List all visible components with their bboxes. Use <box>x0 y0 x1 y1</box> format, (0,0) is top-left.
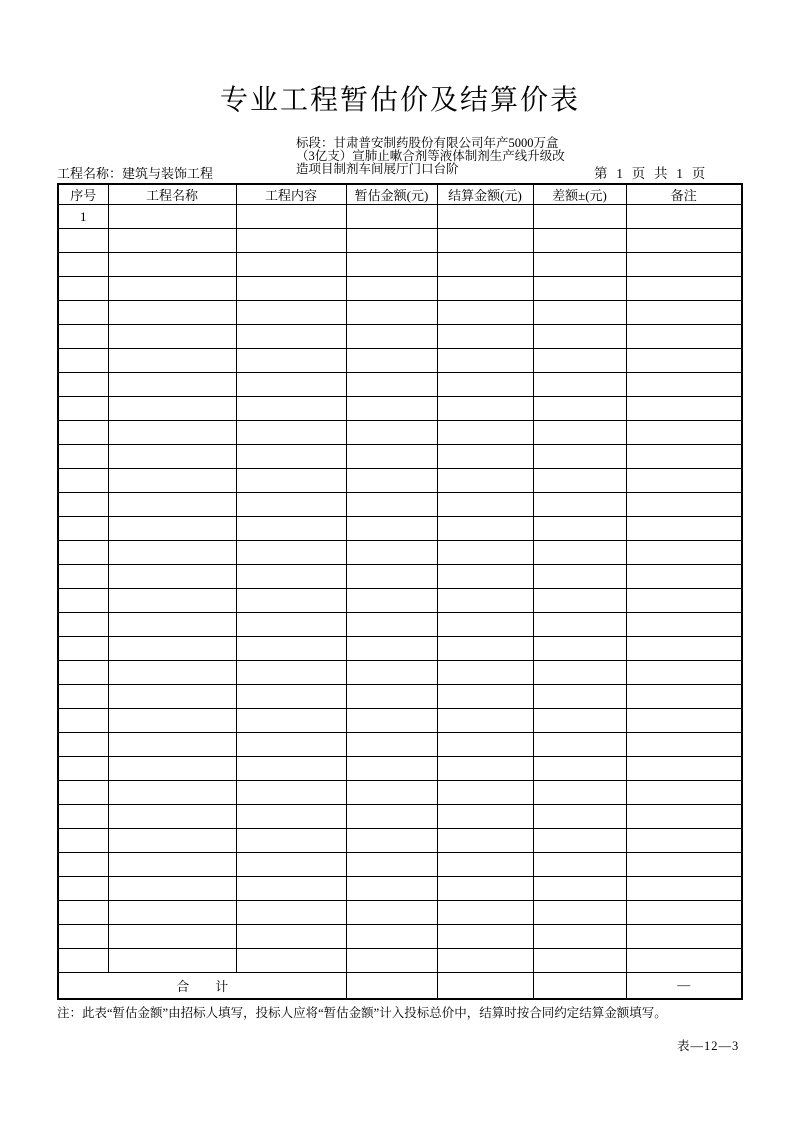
empty-cell <box>236 373 346 397</box>
table-row <box>58 757 742 781</box>
empty-cell <box>346 805 437 829</box>
table-row <box>58 565 742 589</box>
empty-cell <box>236 541 346 565</box>
empty-cell <box>108 925 236 949</box>
empty-cell <box>346 637 437 661</box>
empty-cell <box>533 349 626 373</box>
empty-cell <box>626 277 742 301</box>
empty-cell <box>626 781 742 805</box>
seq-cell <box>58 829 108 853</box>
seq-cell <box>58 541 108 565</box>
empty-cell <box>108 373 236 397</box>
empty-cell <box>533 421 626 445</box>
column-header: 结算金额(元) <box>437 184 533 205</box>
empty-cell <box>533 877 626 901</box>
column-header: 暂估金额(元) <box>346 184 437 205</box>
empty-cell <box>346 229 437 253</box>
empty-cell <box>236 445 346 469</box>
empty-cell <box>437 781 533 805</box>
empty-cell <box>437 325 533 349</box>
empty-cell <box>626 301 742 325</box>
table-row <box>58 829 742 853</box>
empty-cell <box>236 757 346 781</box>
table-row <box>58 229 742 253</box>
empty-cell <box>437 829 533 853</box>
table-row <box>58 853 742 877</box>
empty-cell <box>346 469 437 493</box>
seq-cell <box>58 661 108 685</box>
empty-cell <box>236 661 346 685</box>
table-row <box>58 469 742 493</box>
empty-cell <box>533 733 626 757</box>
empty-cell <box>346 685 437 709</box>
empty-cell <box>346 949 437 973</box>
empty-cell <box>108 469 236 493</box>
total-difference-cell <box>533 973 626 999</box>
empty-cell <box>533 949 626 973</box>
empty-cell <box>108 589 236 613</box>
empty-cell <box>437 229 533 253</box>
empty-cell <box>236 205 346 229</box>
column-header: 工程名称 <box>108 184 236 205</box>
empty-cell <box>533 757 626 781</box>
empty-cell <box>108 493 236 517</box>
empty-cell <box>108 661 236 685</box>
empty-cell <box>533 685 626 709</box>
seq-cell <box>58 349 108 373</box>
empty-cell <box>533 205 626 229</box>
empty-cell <box>346 373 437 397</box>
seq-cell <box>58 925 108 949</box>
empty-cell <box>108 733 236 757</box>
empty-cell <box>346 349 437 373</box>
empty-cell <box>626 949 742 973</box>
empty-cell <box>533 709 626 733</box>
empty-cell <box>346 445 437 469</box>
empty-cell <box>626 445 742 469</box>
table-row <box>58 781 742 805</box>
project-name-label: 工程名称：建筑与装饰工程 <box>57 166 214 181</box>
empty-cell <box>626 685 742 709</box>
bid-section <box>296 137 565 176</box>
empty-cell <box>437 469 533 493</box>
empty-cell <box>533 301 626 325</box>
empty-cell <box>437 253 533 277</box>
empty-cell <box>626 517 742 541</box>
seq-cell <box>58 733 108 757</box>
empty-cell <box>533 637 626 661</box>
table-row <box>58 541 742 565</box>
table-row <box>58 805 742 829</box>
seq-cell <box>58 565 108 589</box>
empty-cell <box>437 373 533 397</box>
empty-cell <box>533 445 626 469</box>
seq-cell <box>58 421 108 445</box>
empty-cell <box>533 853 626 877</box>
seq-cell <box>58 757 108 781</box>
seq-cell <box>58 781 108 805</box>
empty-cell <box>437 541 533 565</box>
table-header-row <box>58 184 742 205</box>
empty-cell <box>533 829 626 853</box>
empty-cell <box>236 517 346 541</box>
empty-cell <box>626 613 742 637</box>
table-row <box>58 205 742 229</box>
empty-cell <box>626 901 742 925</box>
empty-cell <box>236 469 346 493</box>
footnote: 注：此表“暂估金额”由招标人填写，投标人应将“暂估金额”计入投标总价中，结算时按合同约定结算金额填写。 <box>57 1006 667 1020</box>
empty-cell <box>108 829 236 853</box>
empty-cell <box>346 613 437 637</box>
empty-cell <box>236 493 346 517</box>
empty-cell <box>626 589 742 613</box>
seq-cell <box>58 709 108 733</box>
empty-cell <box>236 229 346 253</box>
empty-cell <box>626 709 742 733</box>
seq-cell <box>58 301 108 325</box>
empty-cell <box>437 733 533 757</box>
empty-cell <box>626 757 742 781</box>
empty-cell <box>437 613 533 637</box>
column-header: 差额±(元) <box>533 184 626 205</box>
empty-cell <box>626 637 742 661</box>
empty-cell <box>626 565 742 589</box>
empty-cell <box>437 637 533 661</box>
total-remark-cell: — <box>626 973 742 999</box>
empty-cell <box>626 229 742 253</box>
empty-cell <box>346 397 437 421</box>
empty-cell <box>437 805 533 829</box>
empty-cell <box>108 613 236 637</box>
empty-cell <box>533 397 626 421</box>
empty-cell <box>533 541 626 565</box>
table-row <box>58 325 742 349</box>
seq-cell <box>58 685 108 709</box>
table-row <box>58 901 742 925</box>
seq-cell: 1 <box>58 205 108 229</box>
empty-cell <box>437 277 533 301</box>
empty-cell <box>346 517 437 541</box>
empty-cell <box>108 445 236 469</box>
empty-cell <box>236 613 346 637</box>
empty-cell <box>626 421 742 445</box>
empty-cell <box>626 829 742 853</box>
seq-cell <box>58 853 108 877</box>
empty-cell <box>437 757 533 781</box>
table-row <box>58 589 742 613</box>
table-row <box>58 373 742 397</box>
table-row <box>58 613 742 637</box>
table-row <box>58 277 742 301</box>
empty-cell <box>437 877 533 901</box>
empty-cell <box>236 709 346 733</box>
table-row <box>58 925 742 949</box>
empty-cell <box>236 733 346 757</box>
empty-cell <box>236 253 346 277</box>
empty-cell <box>346 277 437 301</box>
table-row <box>58 493 742 517</box>
empty-cell <box>346 565 437 589</box>
empty-cell <box>346 661 437 685</box>
table-row <box>58 301 742 325</box>
form-code-label: 表—12—3 <box>677 1039 740 1053</box>
seq-cell <box>58 589 108 613</box>
empty-cell <box>108 397 236 421</box>
seq-cell <box>58 805 108 829</box>
empty-cell <box>437 421 533 445</box>
table-row <box>58 445 742 469</box>
empty-cell <box>108 325 236 349</box>
empty-cell <box>346 421 437 445</box>
empty-cell <box>108 781 236 805</box>
empty-cell <box>626 853 742 877</box>
empty-cell <box>437 925 533 949</box>
empty-cell <box>533 901 626 925</box>
total-estimate-cell <box>346 973 437 999</box>
empty-cell <box>108 349 236 373</box>
empty-cell <box>346 877 437 901</box>
empty-cell <box>108 877 236 901</box>
empty-cell <box>108 757 236 781</box>
table-row <box>58 397 742 421</box>
seq-cell <box>58 637 108 661</box>
empty-cell <box>437 517 533 541</box>
table-row <box>58 949 742 973</box>
empty-cell <box>346 589 437 613</box>
page-title: 专业工程暂估价及结算价表 <box>219 85 580 116</box>
empty-cell <box>346 829 437 853</box>
seq-cell <box>58 373 108 397</box>
empty-cell <box>346 709 437 733</box>
empty-cell <box>437 949 533 973</box>
empty-cell <box>236 949 346 973</box>
seq-cell <box>58 325 108 349</box>
total-row <box>58 973 742 999</box>
empty-cell <box>437 349 533 373</box>
column-header: 工程内容 <box>236 184 346 205</box>
table-row <box>58 517 742 541</box>
empty-cell <box>533 517 626 541</box>
empty-cell <box>108 709 236 733</box>
empty-cell <box>346 925 437 949</box>
empty-cell <box>236 349 346 373</box>
column-header: 序号 <box>58 184 108 205</box>
bid-section-line-2: （3亿支）宣肺止嗽合剂等液体制剂生产线升级改 <box>296 149 565 163</box>
seq-cell <box>58 397 108 421</box>
empty-cell <box>346 541 437 565</box>
empty-cell <box>108 637 236 661</box>
empty-cell <box>626 733 742 757</box>
empty-cell <box>533 373 626 397</box>
empty-cell <box>533 469 626 493</box>
seq-cell <box>58 517 108 541</box>
empty-cell <box>108 517 236 541</box>
empty-cell <box>236 637 346 661</box>
empty-cell <box>437 565 533 589</box>
seq-cell <box>58 469 108 493</box>
empty-cell <box>236 325 346 349</box>
table-row <box>58 349 742 373</box>
empty-cell <box>437 205 533 229</box>
empty-cell <box>533 613 626 637</box>
empty-cell <box>626 493 742 517</box>
table-row <box>58 253 742 277</box>
empty-cell <box>533 325 626 349</box>
empty-cell <box>236 925 346 949</box>
table-row <box>58 877 742 901</box>
seq-cell <box>58 613 108 637</box>
column-header: 备注 <box>626 184 742 205</box>
empty-cell <box>626 661 742 685</box>
empty-cell <box>533 229 626 253</box>
empty-cell <box>346 757 437 781</box>
empty-cell <box>236 301 346 325</box>
empty-cell <box>236 397 346 421</box>
empty-cell <box>626 541 742 565</box>
empty-cell <box>236 805 346 829</box>
seq-cell <box>58 901 108 925</box>
empty-cell <box>437 301 533 325</box>
empty-cell <box>626 805 742 829</box>
bid-section-line-3: 造项目制剂车间展厅门口台阶 <box>296 162 459 176</box>
empty-cell <box>533 253 626 277</box>
empty-cell <box>346 301 437 325</box>
empty-cell <box>437 685 533 709</box>
empty-cell <box>346 253 437 277</box>
empty-cell <box>533 661 626 685</box>
empty-cell <box>236 877 346 901</box>
table-row <box>58 661 742 685</box>
empty-cell <box>108 541 236 565</box>
empty-cell <box>108 229 236 253</box>
table-row <box>58 637 742 661</box>
empty-cell <box>108 805 236 829</box>
table-row <box>58 733 742 757</box>
empty-cell <box>108 685 236 709</box>
empty-cell <box>236 901 346 925</box>
empty-cell <box>236 853 346 877</box>
empty-cell <box>626 469 742 493</box>
empty-cell <box>108 949 236 973</box>
form-table <box>57 183 743 1000</box>
empty-cell <box>236 565 346 589</box>
empty-cell <box>626 925 742 949</box>
empty-cell <box>533 925 626 949</box>
empty-cell <box>236 277 346 301</box>
empty-cell <box>236 421 346 445</box>
empty-cell <box>236 685 346 709</box>
empty-cell <box>108 253 236 277</box>
empty-cell <box>108 205 236 229</box>
empty-cell <box>346 853 437 877</box>
table-row <box>58 421 742 445</box>
empty-cell <box>236 781 346 805</box>
empty-cell <box>626 325 742 349</box>
table-row <box>58 685 742 709</box>
empty-cell <box>108 901 236 925</box>
seq-cell <box>58 277 108 301</box>
empty-cell <box>437 589 533 613</box>
seq-cell <box>58 877 108 901</box>
empty-cell <box>236 829 346 853</box>
empty-cell <box>437 853 533 877</box>
empty-cell <box>108 301 236 325</box>
empty-cell <box>437 661 533 685</box>
empty-cell <box>626 877 742 901</box>
seq-cell <box>58 445 108 469</box>
empty-cell <box>108 421 236 445</box>
total-settlement-cell <box>437 973 533 999</box>
empty-cell <box>437 445 533 469</box>
empty-cell <box>626 397 742 421</box>
empty-cell <box>346 781 437 805</box>
seq-cell <box>58 493 108 517</box>
empty-cell <box>626 253 742 277</box>
empty-cell <box>626 205 742 229</box>
empty-cell <box>346 325 437 349</box>
seq-cell <box>58 229 108 253</box>
empty-cell <box>437 397 533 421</box>
empty-cell <box>626 349 742 373</box>
empty-cell <box>346 733 437 757</box>
empty-cell <box>108 277 236 301</box>
page-number-info: 第 1 页 共 1 页 <box>594 166 706 181</box>
empty-cell <box>346 205 437 229</box>
empty-cell <box>437 901 533 925</box>
empty-cell <box>437 493 533 517</box>
empty-cell <box>533 493 626 517</box>
empty-cell <box>236 589 346 613</box>
total-label-cell: 合 计 <box>58 973 346 999</box>
empty-cell <box>437 709 533 733</box>
empty-cell <box>533 565 626 589</box>
empty-cell <box>108 565 236 589</box>
seq-cell <box>58 253 108 277</box>
empty-cell <box>533 805 626 829</box>
table-row <box>58 709 742 733</box>
empty-cell <box>346 493 437 517</box>
empty-cell <box>533 781 626 805</box>
empty-cell <box>346 901 437 925</box>
empty-cell <box>108 853 236 877</box>
bid-section-line-1: 标段：甘肃普安制药股份有限公司年产5000万盒 <box>296 136 559 150</box>
empty-cell <box>626 373 742 397</box>
empty-cell <box>533 277 626 301</box>
seq-cell <box>58 949 108 973</box>
empty-cell <box>533 589 626 613</box>
